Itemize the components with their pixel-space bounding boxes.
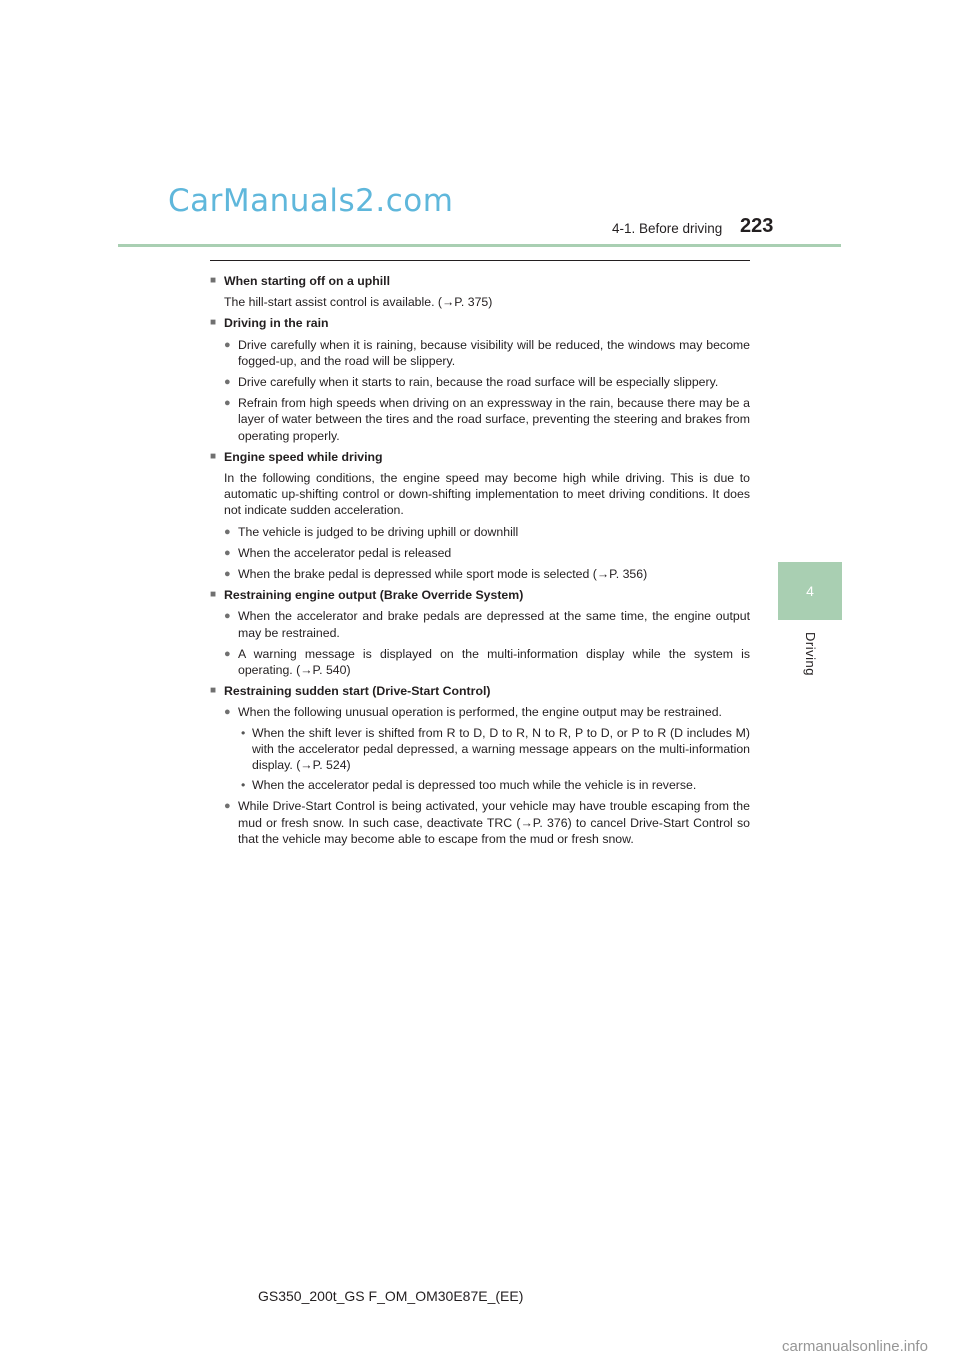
paragraph: The hill-start assist control is available. (→P. 375) (224, 295, 493, 310)
watermark-site: carmanualsonline.info (782, 1338, 928, 1355)
chapter-tab (778, 562, 842, 620)
bullet-item: ● When the brake pedal is depressed while sport mode is selected (→P. 356) (210, 566, 750, 582)
bullet-item: ● Refrain from high speeds when driving on an expressway in the rain, because there may be a layer of water between the tires and the road surface, preventing the steering and brakes from operating properly. (210, 395, 750, 444)
page-content (210, 268, 750, 847)
page-number: 223 (740, 215, 774, 237)
section-heading: ■ Driving in the rain (210, 315, 750, 331)
sub-bullet-item: • When the shift lever is shifted from R to D, D to R, N to R, P to D, or P to R (D includes M) with the accelerator pedal depressed, a warning message appears on the multi-information display. (→P. 524) (210, 725, 750, 774)
bullet-item: ● When the accelerator pedal is released (210, 545, 750, 561)
bullet-item: ● Drive carefully when it starts to rain, because the road surface will be especially slippery. (210, 374, 750, 390)
content-rule (210, 260, 750, 261)
section-heading: ■ When starting off on a uphill (210, 273, 750, 289)
bullet-item: ● Drive carefully when it is raining, because visibility will be reduced, the windows may become fogged-up, and the road will be slippery. (210, 337, 750, 369)
bullet-item: ● The vehicle is judged to be driving uphill or downhill (210, 524, 750, 540)
header-rule (118, 244, 841, 247)
bullet-item: ● When the following unusual operation is performed, the engine output may be restrained. (210, 704, 750, 720)
chapter-number: 4 (806, 583, 814, 599)
chapter-title: Driving (803, 632, 818, 676)
section-heading: ■ Engine speed while driving (210, 449, 750, 465)
section-heading: ■ Restraining engine output (Brake Override System) (210, 587, 750, 603)
sub-bullet-item: • When the accelerator pedal is depressed too much while the vehicle is in reverse. (210, 777, 750, 793)
bullet-item: ● A warning message is displayed on the multi-information display while the system is operating. (→P. 540) (210, 646, 750, 678)
document-code: GS350_200t_GS F_OM_OM30E87E_(EE) (258, 1288, 524, 1304)
bullet-item: ● When the accelerator and brake pedals are depressed at the same time, the engine output may be restrained. (210, 608, 750, 640)
section-heading: ■ Restraining sudden start (Drive-Start Control) (210, 683, 750, 699)
bullet-item: ● While Drive-Start Control is being activated, your vehicle may have trouble escaping from the mud or fresh snow. In such case, deactivate TRC (→P. 376) to cancel Drive-Start Control so that the vehicle may become able to escape from the mud or fresh snow. (210, 798, 750, 847)
section-title: 4-1. Before driving (612, 221, 723, 236)
paragraph: In the following conditions, the engine speed may become high while driving. This is due to automatic up-shifting control or down-shifting implementation to meet driving conditions. It does not indicate sudden acceleration. (224, 471, 750, 518)
watermark-logo: CarManuals2.com (168, 183, 454, 219)
